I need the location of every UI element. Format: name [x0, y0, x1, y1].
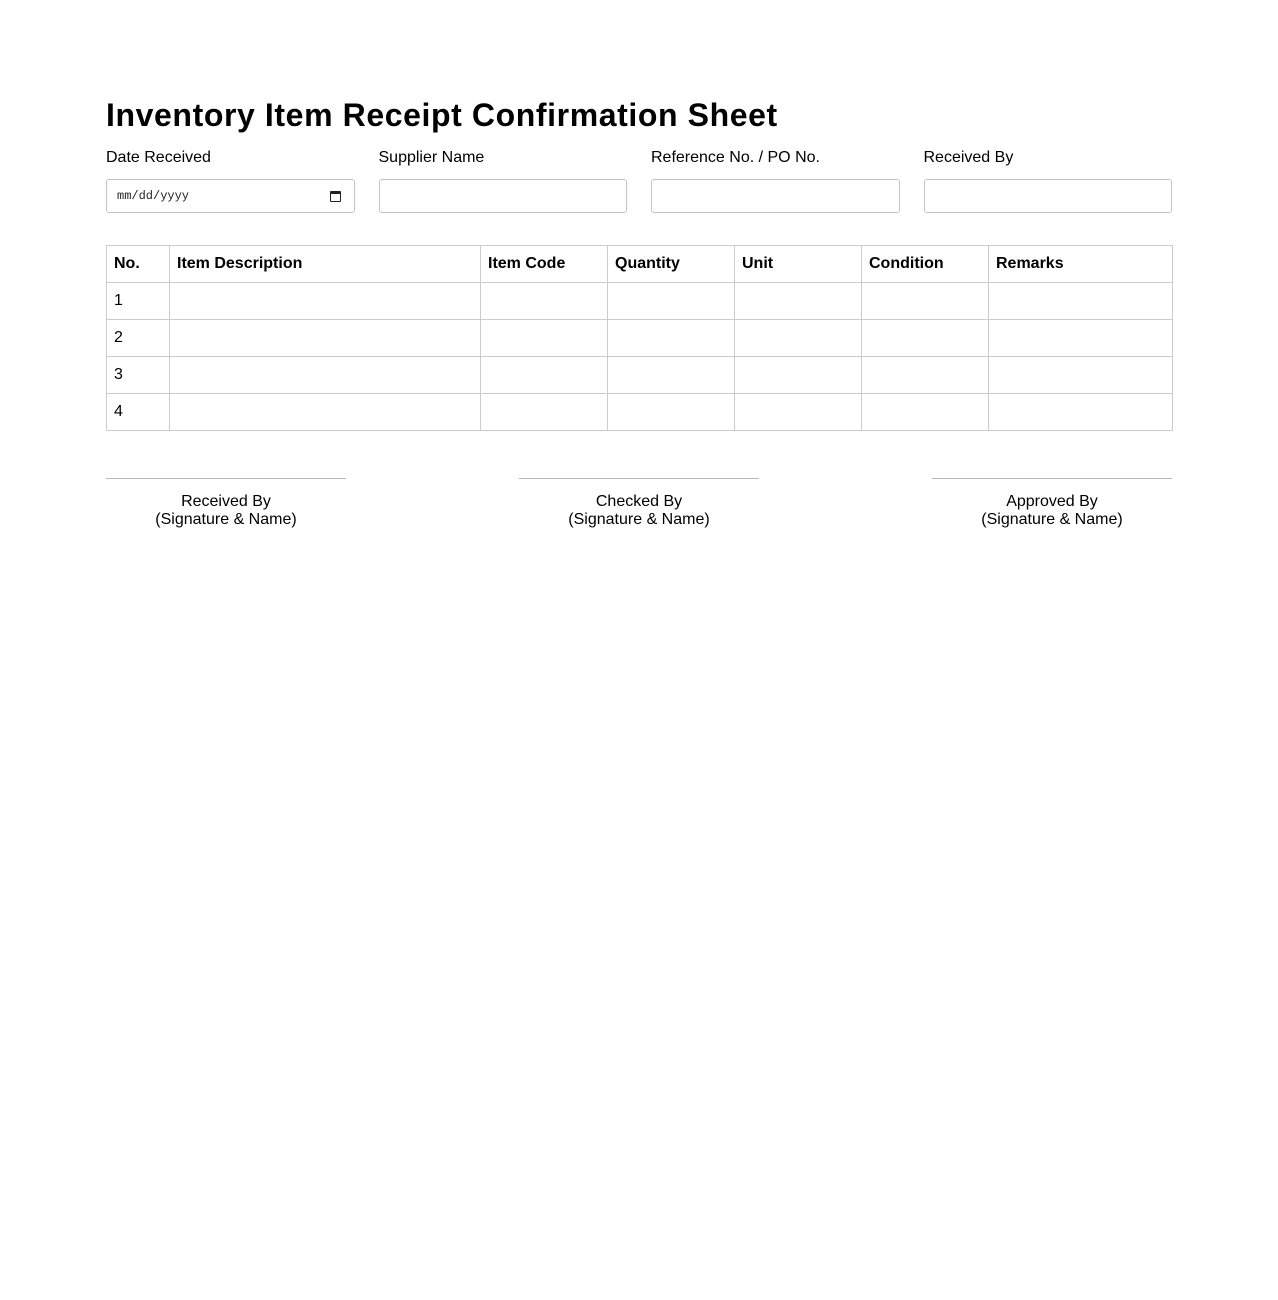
- cell-remarks[interactable]: [989, 283, 1173, 320]
- cell-no: 3: [107, 357, 170, 394]
- date-placeholder: mm/dd/yyyy: [117, 189, 190, 203]
- table-header-row: [107, 246, 1173, 283]
- calendar-icon[interactable]: [330, 191, 341, 202]
- cell-item-description[interactable]: [170, 320, 481, 357]
- signature-line: [106, 478, 346, 479]
- reference-no-input[interactable]: [651, 179, 900, 213]
- cell-condition[interactable]: [862, 357, 989, 394]
- reference-no-label: Reference No. / PO No.: [651, 149, 820, 166]
- supplier-name-label: Supplier Name: [378, 149, 485, 166]
- table-row: [107, 357, 1173, 394]
- cell-unit[interactable]: [735, 357, 862, 394]
- signature-line: [932, 478, 1172, 479]
- field-received-by: [924, 148, 1173, 213]
- cell-quantity[interactable]: [608, 320, 735, 357]
- cell-remarks[interactable]: [989, 357, 1173, 394]
- cell-no: 1: [107, 283, 170, 320]
- cell-item-description[interactable]: [170, 394, 481, 431]
- cell-item-description[interactable]: [170, 357, 481, 394]
- date-received-label: Date Received: [106, 149, 211, 166]
- column-header-condition: Condition: [862, 246, 989, 283]
- received-by-label: Received By: [923, 149, 1014, 166]
- field-reference-no: [651, 148, 900, 213]
- cell-unit[interactable]: [735, 320, 862, 357]
- signature-checked-by: [519, 478, 759, 529]
- table-row: [107, 283, 1173, 320]
- column-header-quantity: Quantity: [608, 246, 735, 283]
- cell-item-code[interactable]: [481, 320, 608, 357]
- cell-unit[interactable]: [735, 394, 862, 431]
- cell-quantity[interactable]: [608, 357, 735, 394]
- cell-item-code[interactable]: [481, 283, 608, 320]
- signature-caption: (Signature & Name): [155, 511, 297, 528]
- column-header-item-code: Item Code: [481, 246, 608, 283]
- field-supplier-name: [379, 148, 628, 213]
- signature-line: [519, 478, 759, 479]
- cell-condition[interactable]: [862, 394, 989, 431]
- cell-no: 2: [107, 320, 170, 357]
- supplier-name-input[interactable]: [379, 179, 628, 213]
- page-title: Inventory Item Receipt Confirmation Sheet: [106, 97, 778, 133]
- table-row: [107, 320, 1173, 357]
- table-row: [107, 394, 1173, 431]
- signature-caption: (Signature & Name): [981, 511, 1123, 528]
- column-header-no: No.: [107, 246, 170, 283]
- cell-item-description[interactable]: [170, 283, 481, 320]
- cell-no: 4: [107, 394, 170, 431]
- cell-item-code[interactable]: [481, 394, 608, 431]
- signature-role: Checked By: [595, 493, 683, 510]
- column-header-item-description: Item Description: [170, 246, 481, 283]
- signature-approved-by: [932, 478, 1172, 529]
- cell-remarks[interactable]: [989, 320, 1173, 357]
- header-fields: [106, 148, 1172, 213]
- signature-section: [106, 478, 1172, 529]
- column-header-unit: Unit: [735, 246, 862, 283]
- items-table: [106, 245, 1173, 431]
- received-by-input[interactable]: [924, 179, 1173, 213]
- signature-role: Approved By: [1006, 493, 1098, 510]
- column-header-remarks: Remarks: [989, 246, 1173, 283]
- cell-unit[interactable]: [735, 283, 862, 320]
- date-received-input[interactable]: [106, 179, 355, 213]
- cell-quantity[interactable]: [608, 394, 735, 431]
- cell-item-code[interactable]: [481, 357, 608, 394]
- signature-role: Received By: [181, 493, 271, 510]
- cell-remarks[interactable]: [989, 394, 1173, 431]
- cell-condition[interactable]: [862, 283, 989, 320]
- signature-caption: (Signature & Name): [568, 511, 710, 528]
- cell-quantity[interactable]: [608, 283, 735, 320]
- signature-received-by: [106, 478, 346, 529]
- field-date-received: [106, 148, 355, 213]
- cell-condition[interactable]: [862, 320, 989, 357]
